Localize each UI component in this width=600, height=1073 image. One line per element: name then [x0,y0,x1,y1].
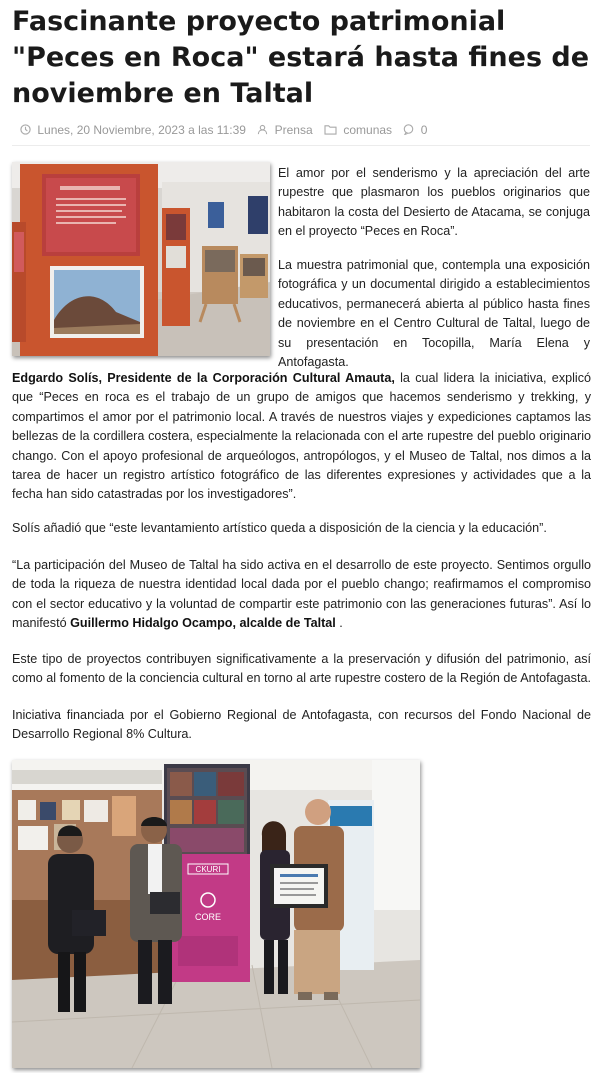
banner-brand: CKURI [195,865,221,874]
article-meta [20,122,427,137]
article-category-link[interactable]: comunas [343,122,393,137]
paragraph-3 [12,369,591,505]
paragraph-4: Solís añadió que “este levantamiento artístico queda a disposición de la ciencia y la educación”. [12,521,547,535]
article-title: Fascinante proyecto patrimonial "Peces en Roca" estará hasta fines de noviembre en Taltal [12,6,590,109]
exhibition-photo [12,162,270,356]
article-author-link[interactable]: Prensa [274,122,313,137]
speaker-name-solis: Edgardo Solís, Presidente de la Corporación Cultural Amauta, [12,371,395,385]
group-photo [12,760,420,1068]
paragraph-6: Este tipo de proyectos contribuyen significativamente a la preservación y difusión del patrimonio, así como al fomento de la conciencia cultural en torno al arte rupestre costero de la Región de Antofagasta. [12,652,591,686]
paragraph-7: Iniciativa financiada por el Gobierno Regional de Antofagasta, con recursos del Fondo Nacional de Desarrollo Regional 8% Cultura. [12,708,591,742]
user-icon [257,124,268,135]
paragraph-5 [12,556,591,634]
paragraph-5-text: “La participación del Museo de Taltal ha sido activa en el desarrollo de este proyecto. Sentimos orgullo de toda la riqueza de nuestra identidad local dada por el pueblo chango; reafirmamos el compromiso con el sector educativo y la voluntad de compartir este patrimonio con las generaciones futuras”. Así lo manifestó [12,558,591,631]
clock-icon [20,124,31,135]
article-date: Lunes, 20 Noviembre, 2023 a las 11:39 [37,122,246,137]
comment-icon [403,124,414,135]
paragraph-1: El amor por el senderismo y la apreciación del arte rupestre que plasmaron los pueblos originarios que habitaron la costa del Desierto de Atacama, se conjuga en el proyecto “Peces en Roca”. [278,166,590,239]
folder-icon [324,124,337,135]
paragraph-3-text: la cual lidera la iniciativa, explicó que “Peces en roca es el trabajo de un grupo de amigos que hacemos senderismo y trekking, y compartimos el amor por el patrimonio local. A través de nuestros viajes y expediciones captamos las bellezas de la cordillera costera, especialmente la relacionada con el arte rupestre del pueblo originario chango. Con el apoyo profesional de arqueólogos, antropólogos, y el Museo de Taltal, nos dimos a la tarea de hacer un registro artístico fotográfico de las diferentes expresiones y actividades que a la fecha han sido catastradas por los investigadores”. [12,371,592,502]
meta-divider [12,145,590,146]
article-comments-link[interactable]: 0 [420,122,428,137]
speaker-name-hidalgo: Guillermo Hidalgo Ocampo, alcalde de Taltal [70,616,336,631]
paragraph-5-end: . [335,616,343,631]
banner-core: CORE [194,912,222,922]
paragraph-2: La muestra patrimonial que, contempla una exposición fotográfica y un documental dirigido a establecimientos educativos, permanecerá abierta al público hasta fines de noviembre en el Centro Cultural de Taltal, luego de su presentación en Tocopilla, María Elena y Antofagasta. [278,258,590,370]
